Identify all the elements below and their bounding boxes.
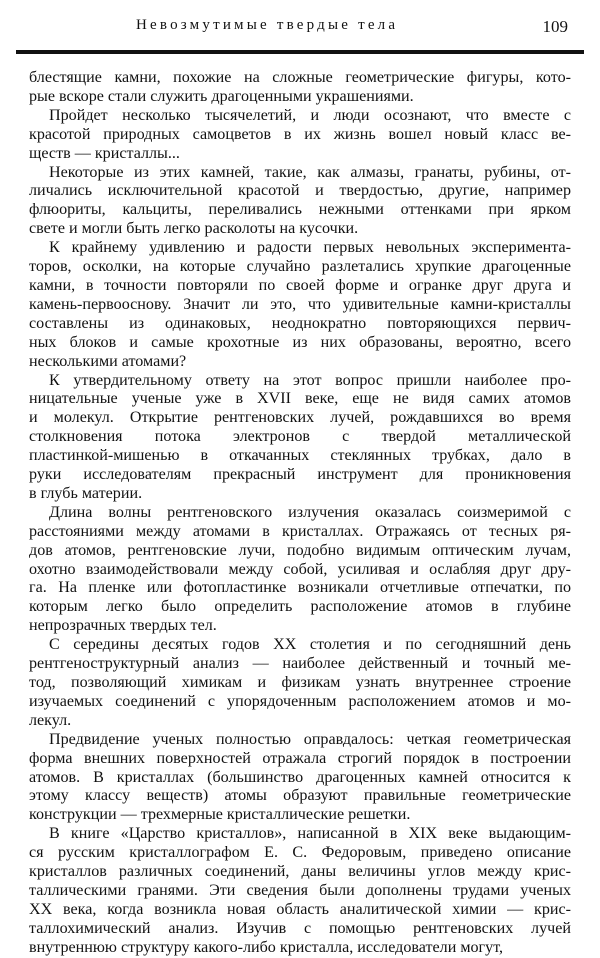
paragraph [29,107,571,164]
text-line: изучаемых соединений с упорядоченным расположением атомов и мо- [29,692,571,710]
paragraph [29,372,571,504]
text-line: Предвидение ученых полностью оправдалось: четкая геометрическая [49,730,571,748]
text-line: расстояниями между атомами в кристаллах. Отражаясь от тесных ря- [29,522,571,540]
text-line: несколькими атомами? [29,352,187,370]
text-line: дов атомов, рентгеновские лучи, подобно видимым оптическим лучам, [29,541,571,559]
running-head-title: Невозмутимые твердые тела [136,17,399,33]
text-line: га. На пленке или фотопластинке возникали отчетливые отпечатки, по [29,579,571,597]
paragraph [29,504,571,636]
text-line: столкновения потока электронов с твердой металлической [29,428,571,446]
text-line: Длина волны рентгеновского излучения оказалась соизмеримой с [49,503,571,521]
text-line: ных блоков и самые крохотные из них образованы, вероятно, всего [29,333,571,351]
paragraph [29,636,571,731]
text-line: таллохимический анализ. Изучив с помощью рентгеновских лучей [29,919,571,937]
text-line: рые вскоре стали служить драгоценными украшениями. [29,87,414,105]
text-line: тод, позволяющий химикам и физикам узнать внутреннее строение [29,674,571,691]
text-line: составлены из одинаковых, неоднократно повторяющихся первич- [29,314,571,332]
text-line: ницательные ученые уже в XVII веке, еще не видя самих атомов [29,390,571,408]
text-line: этому классу веществ) атомы образуют правильные геометрические [29,787,571,805]
text-line: руки исследователям прекрасный инструмент для проникновения [29,466,571,484]
text-line: торов, осколки, на которые случайно разлетались хрупкие драгоценные [29,258,571,276]
text-line: таллическими гранями. Эти сведения были дополнены трудами ученых [29,881,571,899]
text-line: лекул. [29,711,72,729]
paragraph [29,731,571,826]
text-line: ся русским кристаллографом Е. С. Федоровым, приведено описание [29,844,571,862]
header-rule [16,50,584,54]
text-line: охотно взаимодействовали между собой, усиливая и ослабляя друг дру- [29,560,571,578]
text-line: XX века, когда возникла новая область аналитической химии — крис- [29,900,571,918]
text-line: Пройдет несколько тысячелетий, и люди осознают, что вместе с [49,106,571,124]
text-line: в глубь материи. [29,484,143,502]
text-line: С середины десятых годов XX столетия и по сегодняшний день [49,636,571,654]
paragraph [29,825,571,957]
paragraph [29,69,571,107]
text-line: кристаллов различных соединений, даны величины углов между крис- [29,863,571,881]
text-line: свете и могли быть легко расколоты на кусочки. [29,220,359,238]
text-line: К утвердительному ответу на этот вопрос пришли наиболее про- [49,371,571,389]
text-line: В книге «Царство кристаллов», написанной в XIX веке выдающим- [49,825,571,843]
text-line: красотой природных самоцветов в их жизнь вошел новый класс ве- [29,125,571,143]
running-head [16,6,584,46]
text-line: ществ — кристаллы... [29,144,180,162]
text-line: камень-первооснову. Значит ли это, что удивительные камни-кристаллы [29,295,571,313]
text-line: непрозрачных твердых тел. [29,617,217,635]
text-line: личались исключительной красотой и твердостью, другие, например [29,182,571,200]
paragraph [29,239,571,371]
text-line: пластинкой-мишенью в откачанных стеклянных трубках, дало в [29,447,571,465]
page-number: 109 [542,17,568,36]
text-line: которым легко было определить расположение атомов в глубине [29,598,571,616]
body-text [29,69,571,958]
text-line: Некоторые из этих камней, такие, как алмазы, гранаты, рубины, от- [49,163,571,181]
text-line: конструкции — трехмерные кристаллические решетки. [29,806,411,824]
text-line: и молекул. Открытие рентгеновских лучей, рождавшихся во время [29,409,571,427]
text-line: блестящие камни, похожие на сложные геометрические фигуры, кото- [29,69,571,86]
text-line: форма внешних поверхностей отражала строгий порядок в построении [29,749,571,767]
text-line: флюориты, кальциты, переливались нежными оттенками при ярком [29,201,571,219]
paragraph [29,164,571,240]
text-line: внутреннюю структуру какого-либо кристалла, исследователи могут, [29,938,504,956]
text-line: атомов. В кристаллах (большинство драгоценных камней относится к [29,768,571,786]
text-line: камни, в точности повторяли по своей форме и огранке друг друга и [29,276,571,294]
text-line: рентгеноструктурный анализ — наиболее действенный и точный ме- [29,655,571,673]
text-line: К крайнему удивлению и радости первых невольных эксперимента- [49,239,571,257]
